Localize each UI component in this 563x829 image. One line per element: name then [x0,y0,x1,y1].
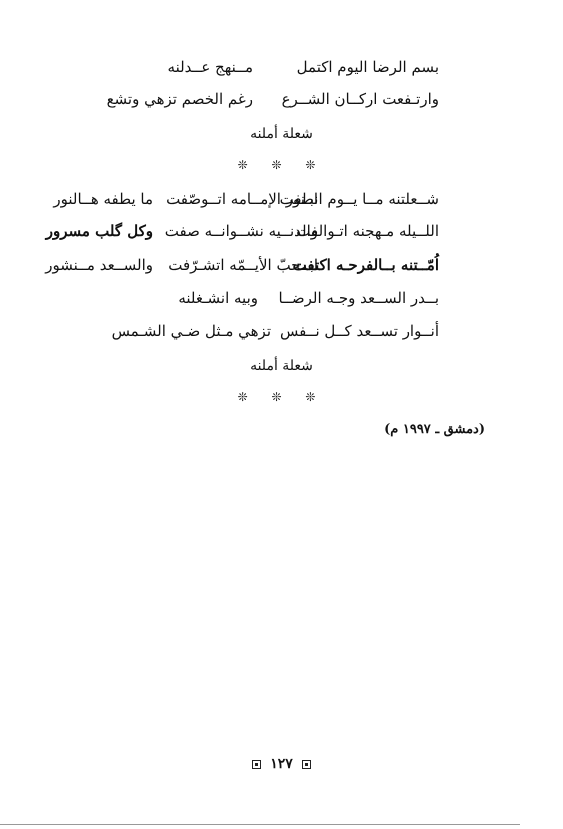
place-date-note: (دمشق ـ ١٩٩٧ م) [384,422,485,437]
verse-6-left: وبيه انشـغلنه [178,289,258,307]
verse-7-right: أنــوار تســعد كــل نــفس [279,322,439,340]
verse-4-right: اللــيله مـهجنه اتـوالفت [296,222,439,240]
page-number [0,756,563,772]
verse-1-right: بسم الرضا اليوم اكتمل [296,58,439,76]
page-number-text: ١٢٧ [270,756,293,772]
refrain-1: شعلة أملنه [250,126,313,142]
square-ornament-icon [252,760,261,769]
verse-4-middle: والدنــيه نشــوانــه صفت [164,222,318,240]
verse-3-left: ما يطفه هــالنور [53,190,153,208]
verse-5-middle: ابــحبّ الأيــمّه اتشـرّفت [168,256,318,274]
verse-2-left: رغم الخصم تزهي وتشع [106,90,253,108]
verse-7-left: تزهي مـثل ضـي الشـمس [111,322,271,340]
verse-5-right: اُمّــتنه بــالفرحـه اكتفت [292,256,439,274]
verse-3-middle: ابـنور الإمــامه اتــوصّفت [166,190,318,208]
verse-2-right: وارتـفعت اركــان الشــرع [281,90,439,108]
separator-2: ❊ ❊ ❊ [237,390,326,404]
verse-4-left: وكل گلب مسرور [45,222,153,240]
square-ornament-icon [302,760,311,769]
verse-1-left: مــنهج عــدلنه [167,58,253,76]
separator-1: ❊ ❊ ❊ [237,158,326,172]
verse-5-left: والســعد مــنشور [45,256,153,274]
refrain-2: شعلة أملنه [250,358,313,374]
verse-6-right: بــدر الســعد وجـه الرضــا [278,289,439,307]
verse-3-right: شــعلتنه مــا يــوم انطفت [279,190,439,208]
bottom-rule [0,824,520,825]
